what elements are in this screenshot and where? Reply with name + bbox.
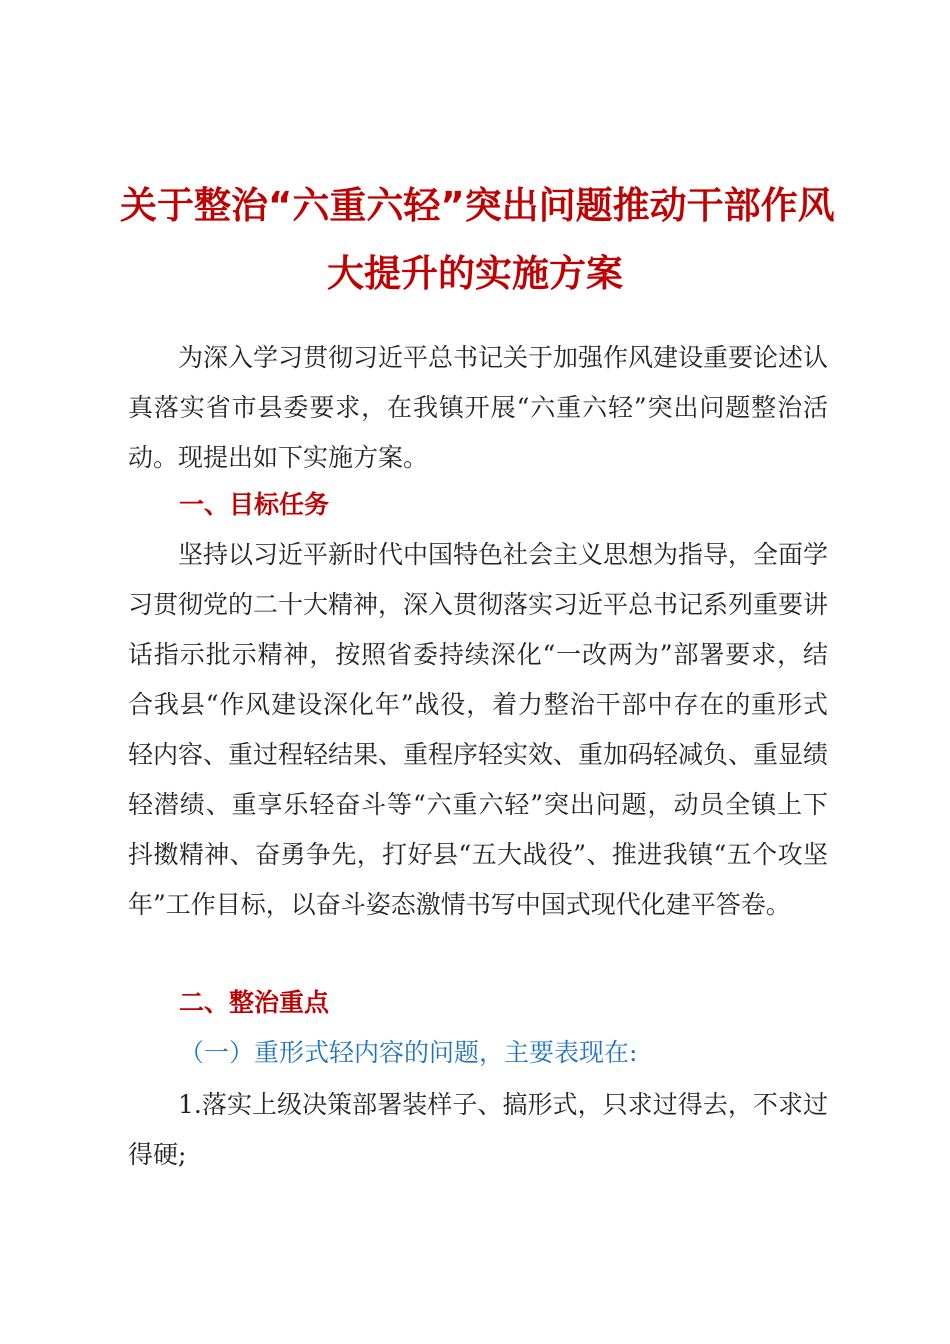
section-2-item-1-block — [128, 1080, 828, 1180]
section-2-subheading: （一）重形式轻内容的问题，主要表现在: — [179, 1038, 638, 1067]
intro-paragraph-block — [128, 333, 828, 483]
intro-paragraph: 为深入学习贯彻习近平总书记关于加强作风建设重要论述认真落实省市县委要求，在我镇开展“六重六轻”突出问题整治活动。现提出如下实施方案。 — [128, 343, 829, 472]
section-1-paragraph: 坚持以习近平新时代中国特色社会主义思想为指导，全面学习贯彻党的二十大精神，深入贯彻落实习近平总书记系列重要讲话指示批示精神，按照省委持续深化“一改两为”部署要求，结合我县“作风建设深化年”战役，着力整治干部中存在的重形式轻内容、重过程轻结果、重程序轻实效、重加码轻减负、重显绩轻潜绩、重享乐轻奋斗等“六重六轻”突出问题，动员全镇上下抖擞精神、奋勇争先，打好县“五大战役”、推进我镇“五个攻坚年”工作目标，以奋斗姿态激情书写中国式现代化建平答卷。 — [128, 540, 829, 919]
section-1-heading: 一、目标任务 — [179, 490, 330, 519]
document-title-line-1: 关于整治“六重六轻”突出问题推动干部作风 — [120, 184, 835, 227]
section-2-heading: 二、整治重点 — [179, 988, 330, 1017]
document-title-line-2: 大提升的实施方案 — [327, 252, 623, 295]
section-1-body-block — [128, 530, 828, 930]
section-2-item-1: 1.落实上级决策部署装样子、搞形式，只求过得去，不求过得硬; — [128, 1090, 828, 1169]
